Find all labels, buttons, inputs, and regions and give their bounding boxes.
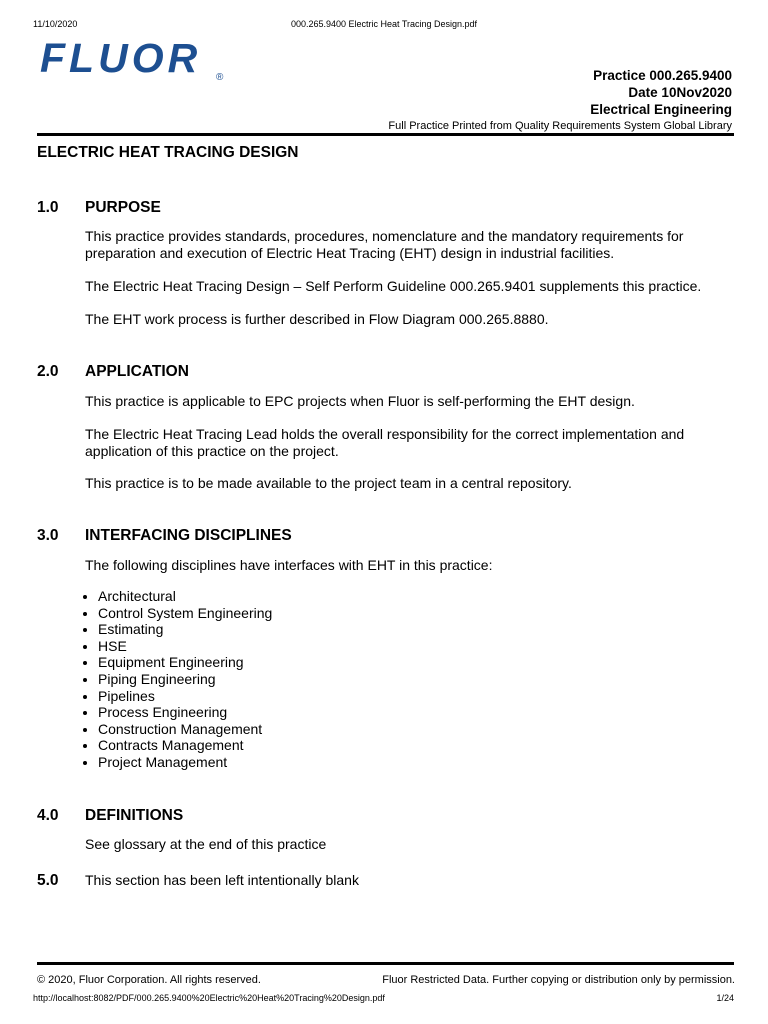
practice-number: Practice 000.265.9400 bbox=[593, 68, 732, 83]
section-title: APPLICATION bbox=[85, 363, 189, 380]
list-item: • Estimating bbox=[98, 621, 272, 638]
list-item: • HSE bbox=[98, 638, 272, 655]
paragraph: This section has been left intentionally blank bbox=[85, 872, 359, 888]
department: Electrical Engineering bbox=[590, 102, 732, 117]
paragraph: The Electric Heat Tracing Lead holds the overall responsibility for the correct implementation and application of this practice on the project. bbox=[85, 426, 685, 459]
paragraph: The following disciplines have interfaces with EHT in this practice: bbox=[85, 557, 493, 573]
paragraph: The EHT work process is further described in Flow Diagram 000.265.8880. bbox=[85, 311, 549, 327]
paragraph: The Electric Heat Tracing Design – Self Perform Guideline 000.265.9401 supplements this practice. bbox=[85, 278, 702, 294]
list-item: • Contracts Management bbox=[98, 737, 272, 754]
section-title: PURPOSE bbox=[85, 199, 161, 216]
list-item: • Project Management bbox=[98, 754, 272, 771]
fluor-logo: FLUOR bbox=[40, 35, 202, 81]
print-date: 11/10/2020 bbox=[33, 19, 78, 29]
section-number: 1.0 bbox=[37, 199, 59, 216]
section-title: DEFINITIONS bbox=[85, 807, 184, 824]
page-number: 1/24 bbox=[716, 993, 734, 1003]
list-item: • Process Engineering bbox=[98, 704, 272, 721]
paragraph: This practice is to be made available to the project team in a central repository. bbox=[85, 475, 572, 491]
document-title: ELECTRIC HEAT TRACING DESIGN bbox=[37, 144, 299, 161]
paragraph: This practice is applicable to EPC projects when Fluor is self-performing the EHT design. bbox=[85, 393, 635, 409]
restricted-notice: Fluor Restricted Data. Further copying or distribution only by permission. bbox=[382, 974, 735, 986]
section-title: INTERFACING DISCIPLINES bbox=[85, 527, 292, 544]
practice-date: Date 10Nov2020 bbox=[628, 85, 732, 100]
registered-mark: ® bbox=[216, 72, 224, 83]
library-note: Full Practice Printed from Quality Requirements System Global Library bbox=[388, 120, 732, 132]
paragraph: See glossary at the end of this practice bbox=[85, 836, 327, 852]
list-item: • Piping Engineering bbox=[98, 671, 272, 688]
print-url: http://localhost:8082/PDF/000.265.9400%20Electric%20Heat%20Tracing%20Design.pdf bbox=[33, 993, 385, 1003]
paragraph: This practice provides standards, procedures, nomenclature and the mandatory requirements for preparation and execution of Electric Heat Tracing (EHT) design in industrial facilities. bbox=[85, 228, 684, 261]
print-filename: 000.265.9400 Electric Heat Tracing Design.pdf bbox=[290, 19, 478, 29]
list-item: • Pipelines bbox=[98, 688, 272, 705]
copyright: © 2020, Fluor Corporation. All rights reserved. bbox=[37, 974, 261, 986]
list-item: • Architectural bbox=[98, 588, 272, 605]
section-number: 2.0 bbox=[37, 363, 59, 380]
header-divider bbox=[37, 133, 734, 136]
section-number: 4.0 bbox=[37, 807, 59, 824]
list-item: • Control System Engineering bbox=[98, 605, 272, 622]
section-number: 3.0 bbox=[37, 527, 59, 544]
disciplines-list bbox=[85, 588, 272, 771]
footer-divider bbox=[37, 962, 734, 965]
list-item: • Construction Management bbox=[98, 721, 272, 738]
section-number: 5.0 bbox=[37, 872, 59, 889]
list-item: • Equipment Engineering bbox=[98, 654, 272, 671]
